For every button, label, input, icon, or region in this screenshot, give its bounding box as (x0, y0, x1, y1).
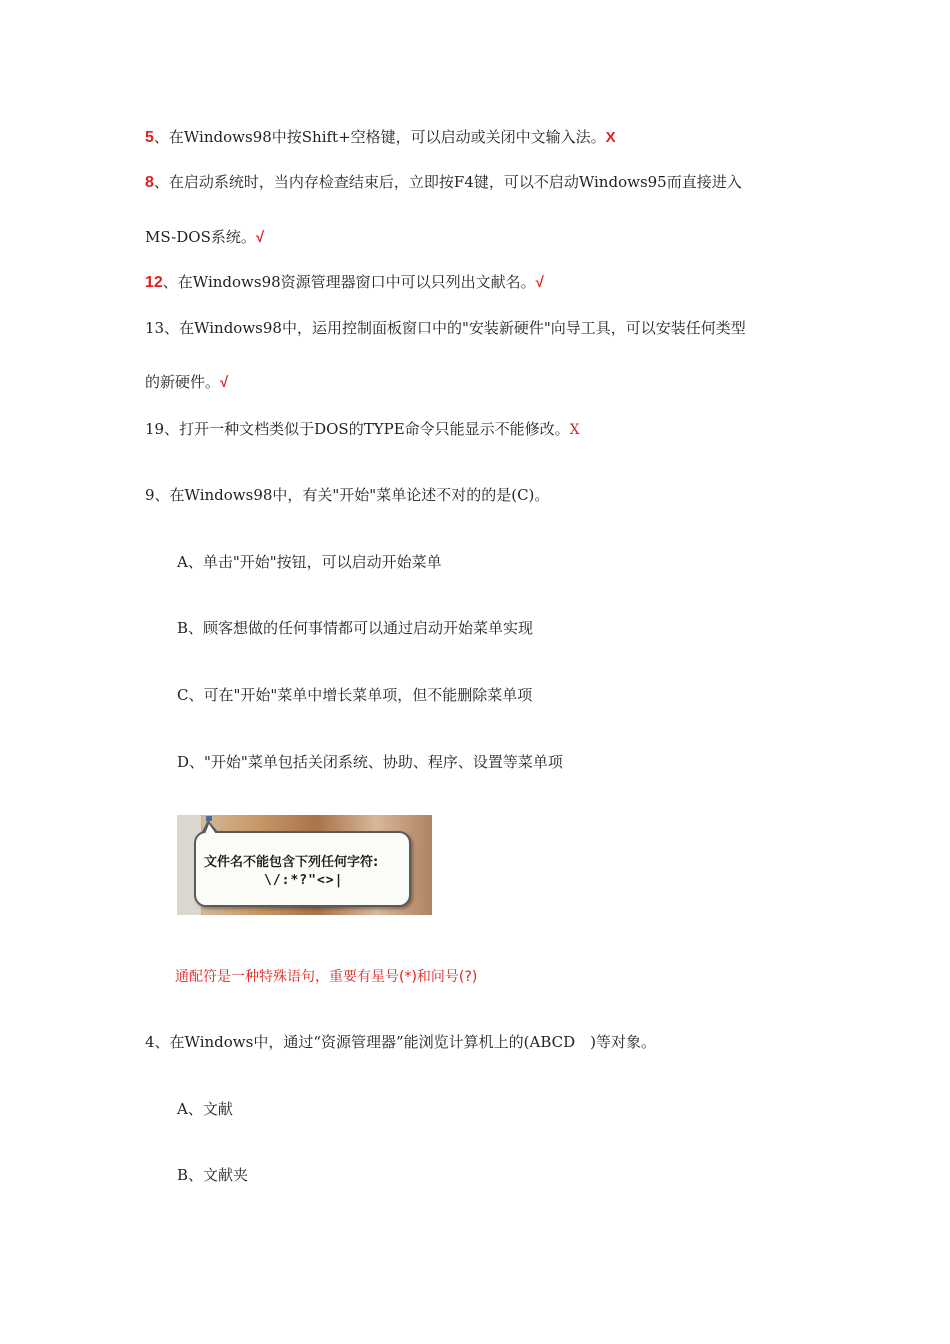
question-text: 13、在Windows98中，运用控制面板窗口中的"安装新硬件"向导工具，可以安装任何类型 (145, 319, 746, 337)
question-text: 19、打开一种文档类似于DOS的TYPE命令只能显示不能修改。 (145, 420, 570, 438)
wildcard-note: 通配符是一种特殊语句，重要有星号(*)和问号(?) (175, 969, 478, 985)
tooltip-bubble (194, 831, 411, 907)
question-8-continuation (145, 227, 264, 248)
question-number: 8 (145, 174, 154, 191)
question-text: 、在启动系统时，当内存检查结束后，立即按F4键，可以不启动Windows95而直接进入 (153, 173, 742, 191)
answer-mark: √ (220, 374, 229, 391)
answer-mark: X (605, 129, 616, 146)
tooltip-tail-fill (205, 824, 216, 834)
tooltip-line-1: 文件名不能包含下列任何字符: (204, 855, 379, 870)
question-text: 、在Windows98中按Shift+空格键，可以启动或关闭中文输入法。 (153, 128, 606, 146)
question-13 (145, 318, 746, 338)
question-4-option-a: A、文献 (177, 1100, 233, 1118)
question-9-option-a: A、单击"开始"按钮，可以启动开始菜单 (177, 553, 442, 571)
question-text: MS-DOS系统。 (145, 228, 256, 246)
question-12 (145, 272, 544, 293)
answer-mark: X (569, 422, 580, 438)
question-4-stem: 4、在Windows中，通过“资源管理器”能浏览计算机上的(ABCD )等对象。 (145, 1033, 657, 1051)
question-text: 的新硬件。 (145, 373, 221, 391)
question-19 (145, 419, 580, 440)
answer-mark: √ (255, 229, 265, 246)
question-text: 、在Windows98资源管理器窗口中可以只列出文献名。 (162, 273, 536, 291)
question-8 (145, 172, 742, 193)
question-number: 12 (145, 274, 163, 291)
question-9-stem: 9、在Windows98中，有关"开始"菜单论述不对的的是(C)。 (145, 486, 550, 504)
question-9-option-d: D、"开始"菜单包括关闭系统、协助、程序、设置等菜单项 (177, 753, 563, 771)
question-number: 5 (145, 129, 154, 146)
filename-tooltip-screenshot (177, 815, 432, 915)
question-5 (145, 127, 616, 148)
question-9-option-b: B、顾客想做的任何事情都可以通过启动开始菜单实现 (177, 619, 534, 637)
question-4-option-b: B、文献夹 (177, 1166, 249, 1184)
answer-mark: √ (535, 274, 544, 291)
question-13-continuation (145, 372, 228, 393)
question-9-option-c: C、可在"开始"菜单中增长菜单项，但不能删除菜单项 (177, 686, 533, 704)
tooltip-line-2: \/:*?"<>| (264, 873, 344, 888)
